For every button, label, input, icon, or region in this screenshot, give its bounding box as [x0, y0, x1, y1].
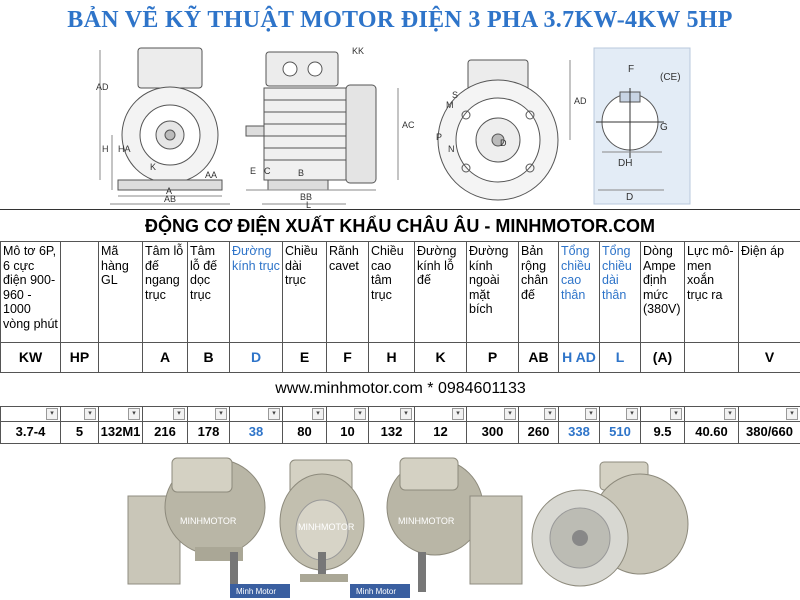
label-m: M — [446, 100, 454, 110]
header-desc-8: Chiều cao tâm trục — [369, 242, 415, 343]
value-cell-4: 178 — [188, 422, 230, 444]
label-a: A — [166, 186, 173, 196]
logo-right — [350, 584, 410, 598]
filter-cell-6 — [283, 407, 327, 422]
photos-svg — [0, 452, 800, 600]
header-code-6: E — [283, 343, 327, 373]
motor-photo-3 — [387, 458, 522, 592]
value-cell-6: 80 — [283, 422, 327, 444]
header-desc-3: Tâm lỗ đế ngang trục — [143, 242, 188, 343]
filter-cell-10 — [467, 407, 519, 422]
label-n: N — [448, 144, 455, 154]
value-cell-7: 10 — [327, 422, 369, 444]
filter-dropdown-icon[interactable]: ▾ — [452, 408, 464, 420]
filter-cell-16 — [739, 407, 800, 422]
product-photos — [0, 452, 800, 600]
filter-cell-8 — [369, 407, 415, 422]
filter-dropdown-icon[interactable]: ▾ — [173, 408, 185, 420]
value-cell-3: 216 — [143, 422, 188, 444]
header-code-9: K — [415, 343, 467, 373]
header-desc-10: Đường kính ngoài mặt bích — [467, 242, 519, 343]
header-code-2 — [99, 343, 143, 373]
value-cell-5: 38 — [230, 422, 283, 444]
label-ac: AC — [402, 120, 415, 130]
header-code-7: F — [327, 343, 369, 373]
filter-dropdown-icon[interactable]: ▾ — [585, 408, 597, 420]
label-e: E — [250, 166, 257, 176]
label-bb: BB — [300, 192, 313, 202]
filter-cell-14 — [641, 407, 685, 422]
header-code-1: HP — [61, 343, 99, 373]
label-ad-flange: AD — [574, 96, 587, 106]
label-kk: KK — [352, 46, 365, 56]
header-desc-9: Đường kính lỗ đế — [415, 242, 467, 343]
filter-dropdown-icon[interactable]: ▾ — [786, 408, 798, 420]
filter-dropdown-icon[interactable]: ▾ — [215, 408, 227, 420]
header-code-11: AB — [519, 343, 559, 373]
filter-cell-1 — [61, 407, 99, 422]
logo-left-text: Minh Motor — [236, 587, 277, 596]
value-cell-2: 132M1 — [99, 422, 143, 444]
motor-photo-2 — [280, 460, 364, 582]
header-desc-11: Bản rộng chân đế — [519, 242, 559, 343]
filter-cell-2 — [99, 407, 143, 422]
value-cell-11: 260 — [519, 422, 559, 444]
value-cell-13: 510 — [600, 422, 641, 444]
filter-cell-9 — [415, 407, 467, 422]
filter-dropdown-icon[interactable]: ▾ — [400, 408, 412, 420]
header-code-5: D — [230, 343, 283, 373]
label-aa: AA — [205, 170, 218, 180]
front-view-drawing — [100, 48, 230, 204]
label-dh: DH — [618, 158, 633, 169]
filter-dropdown-icon[interactable]: ▾ — [670, 408, 682, 420]
value-cell-0: 3.7-4 — [1, 422, 61, 444]
header-code-14: (A) — [641, 343, 685, 373]
filter-dropdown-icon[interactable]: ▾ — [504, 408, 516, 420]
contact-line: www.minhmotor.com * 0984601133 — [1, 373, 800, 407]
filter-dropdown-icon[interactable]: ▾ — [312, 408, 324, 420]
filter-dropdown-icon[interactable]: ▾ — [84, 408, 96, 420]
label-ha: HA — [118, 144, 131, 154]
value-cell-8: 132 — [369, 422, 415, 444]
header-code-16: V — [739, 343, 800, 373]
logo-left — [230, 584, 290, 598]
filter-cell-15 — [685, 407, 739, 422]
filter-dropdown-icon[interactable]: ▾ — [544, 408, 556, 420]
filter-cell-11 — [519, 407, 559, 422]
value-cell-14: 9.5 — [641, 422, 685, 444]
header-desc-4: Tâm lỗ đế dọc trục — [188, 242, 230, 343]
value-cell-1: 5 — [61, 422, 99, 444]
technical-drawings — [0, 40, 800, 210]
filter-dropdown-icon[interactable]: ▾ — [354, 408, 366, 420]
filter-cell-5 — [230, 407, 283, 422]
label-ce: (CE) — [660, 72, 681, 83]
header-desc-1 — [61, 242, 99, 343]
label-k: K — [150, 162, 157, 172]
label-g: G — [660, 122, 668, 133]
drawings-svg — [0, 40, 800, 210]
header-desc-16: Điện áp — [739, 242, 800, 343]
label-d-shaft: D — [626, 192, 634, 203]
filter-dropdown-icon[interactable]: ▾ — [724, 408, 736, 420]
label-d-flange: D — [500, 138, 507, 148]
label-h: H — [102, 144, 109, 154]
header-desc-2: Mã hàng GL — [99, 242, 143, 343]
header-code-8: H — [369, 343, 415, 373]
filter-cell-13 — [600, 407, 641, 422]
header-desc-7: Rãnh cavet — [327, 242, 369, 343]
header-desc-5: Đường kính trục — [230, 242, 283, 343]
header-desc-6: Chiều dài trục — [283, 242, 327, 343]
spec-table — [0, 241, 800, 444]
filter-cell-7 — [327, 407, 369, 422]
header-desc-15: Lực mô-men xoắn trục ra — [685, 242, 739, 343]
header-code-3: A — [143, 343, 188, 373]
filter-dropdown-icon[interactable]: ▾ — [626, 408, 638, 420]
header-desc-12: Tổng chiều cao thân — [559, 242, 600, 343]
filter-cell-4 — [188, 407, 230, 422]
value-cell-15: 40.60 — [685, 422, 739, 444]
flange-view-drawing — [438, 60, 570, 200]
filter-dropdown-icon[interactable]: ▾ — [46, 408, 58, 420]
label-s: S — [452, 90, 459, 100]
value-cell-16: 380/660 — [739, 422, 800, 444]
watermark-2: MINHMOTOR — [298, 522, 355, 532]
side-view-drawing — [246, 52, 398, 210]
label-f: F — [628, 64, 635, 75]
section-subtitle: ĐỘNG CƠ ĐIỆN XUẤT KHẨU CHÂU ÂU - MINHMOTOR.COM — [0, 209, 800, 241]
label-ad-front: AD — [96, 82, 109, 92]
header-desc-14: Dòng Ampe định mức (380V) — [641, 242, 685, 343]
value-cell-9: 12 — [415, 422, 467, 444]
header-code-4: B — [188, 343, 230, 373]
page-title: BẢN VẼ KỸ THUẬT MOTOR ĐIỆN 3 PHA 3.7KW-4KW 5HP — [67, 7, 733, 33]
filter-cell-3 — [143, 407, 188, 422]
header-code-13: L — [600, 343, 641, 373]
watermark-1: MINHMOTOR — [180, 516, 237, 526]
label-ab: AB — [164, 194, 177, 204]
label-c: C — [264, 166, 271, 176]
label-p: P — [436, 132, 443, 142]
filter-dropdown-icon[interactable]: ▾ — [268, 408, 280, 420]
filter-cell-0 — [1, 407, 61, 422]
label-l: L — [306, 200, 312, 210]
filter-cell-12 — [559, 407, 600, 422]
header-desc-0: Mô tơ 6P, 6 cực điện 900-960 - 1000 vòng phút — [1, 242, 61, 343]
header-code-0: KW — [1, 343, 61, 373]
motor-photo-4 — [532, 462, 688, 586]
value-cell-12: 338 — [559, 422, 600, 444]
watermark-3: MINHMOTOR — [398, 516, 455, 526]
label-b: B — [298, 168, 305, 178]
filter-dropdown-icon[interactable]: ▾ — [128, 408, 140, 420]
header-code-10: P — [467, 343, 519, 373]
motor-photo-1 — [128, 458, 265, 592]
header-code-15 — [685, 343, 739, 373]
value-cell-10: 300 — [467, 422, 519, 444]
logo-right-text: Minh Motor — [356, 587, 397, 596]
header-desc-13: Tổng chiều dài thân — [600, 242, 641, 343]
header-code-12: H AD — [559, 343, 600, 373]
